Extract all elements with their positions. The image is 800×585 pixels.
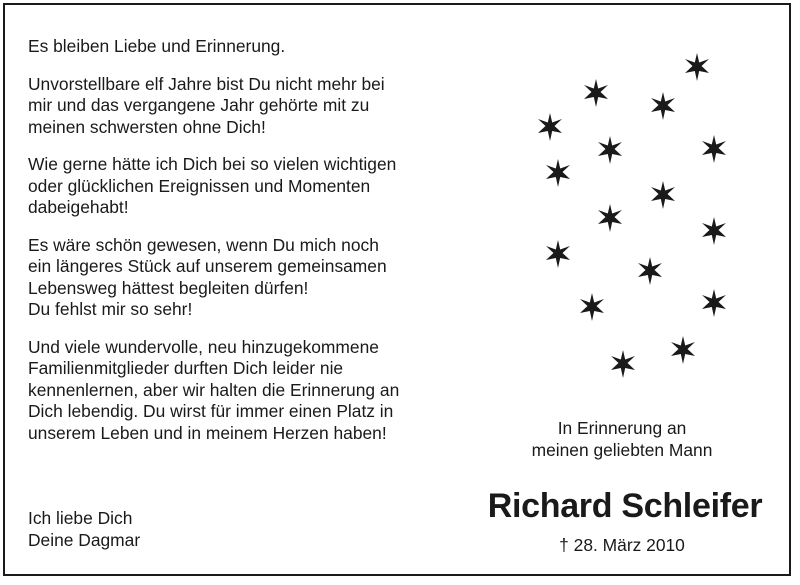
star-icon [700,217,728,245]
star-icon [578,293,606,321]
memorial-text [28,36,473,460]
star-icon [544,159,572,187]
star-icon [649,92,677,120]
star-icon [536,113,564,141]
paragraph-1: Es bleiben Liebe und Erinnerung. [28,36,286,56]
paragraph-3: Wie gerne hätte ich Dich bei so vielen wichtigen oder glücklichen Ereignissen und Momenten dabeigehabt! [28,154,397,217]
star-decoration [520,50,740,390]
paragraph-5: Und viele wundervolle, neu hinzugekommene Familienmitglieder durften Dich leider nie kennenlernen, aber wir halten die Erinnerung an Dich lebendig. Du wirst für immer einen Platz in unserem Leben und in meinem Herzen haben! [28,336,400,443]
star-icon [609,350,637,378]
memorial-line-1: In Erinnerung an [557,418,687,438]
star-icon [582,79,610,107]
death-date: † 28. März 2010 [559,535,685,555]
memorial-caption [482,417,762,461]
deceased-name: Richard Schleifer [487,487,763,525]
memorial-line-2: meinen geliebten Mann [531,440,713,460]
star-icon [700,289,728,317]
star-icon [700,135,728,163]
paragraph-4: Es wäre schön gewesen, wenn Du mich noch ein längeres Stück auf unserem gemeinsamen Lebensweg hättest begleiten dürfen! Du fehlst mir so sehr! [28,234,387,319]
star-icon [596,204,624,232]
signoff: Ich liebe Dich Deine Dagmar [28,508,141,550]
star-icon [596,136,624,164]
star-icon [544,240,572,268]
paragraph-2: Unvorstellbare elf Jahre bist Du nicht mehr bei mir und das vergangene Jahr gehörte mit zu meinen schwersten ohne Dich! [28,73,385,137]
star-icon [636,257,664,285]
star-icon [669,336,697,364]
star-icon [649,181,677,209]
star-icon [683,53,711,81]
